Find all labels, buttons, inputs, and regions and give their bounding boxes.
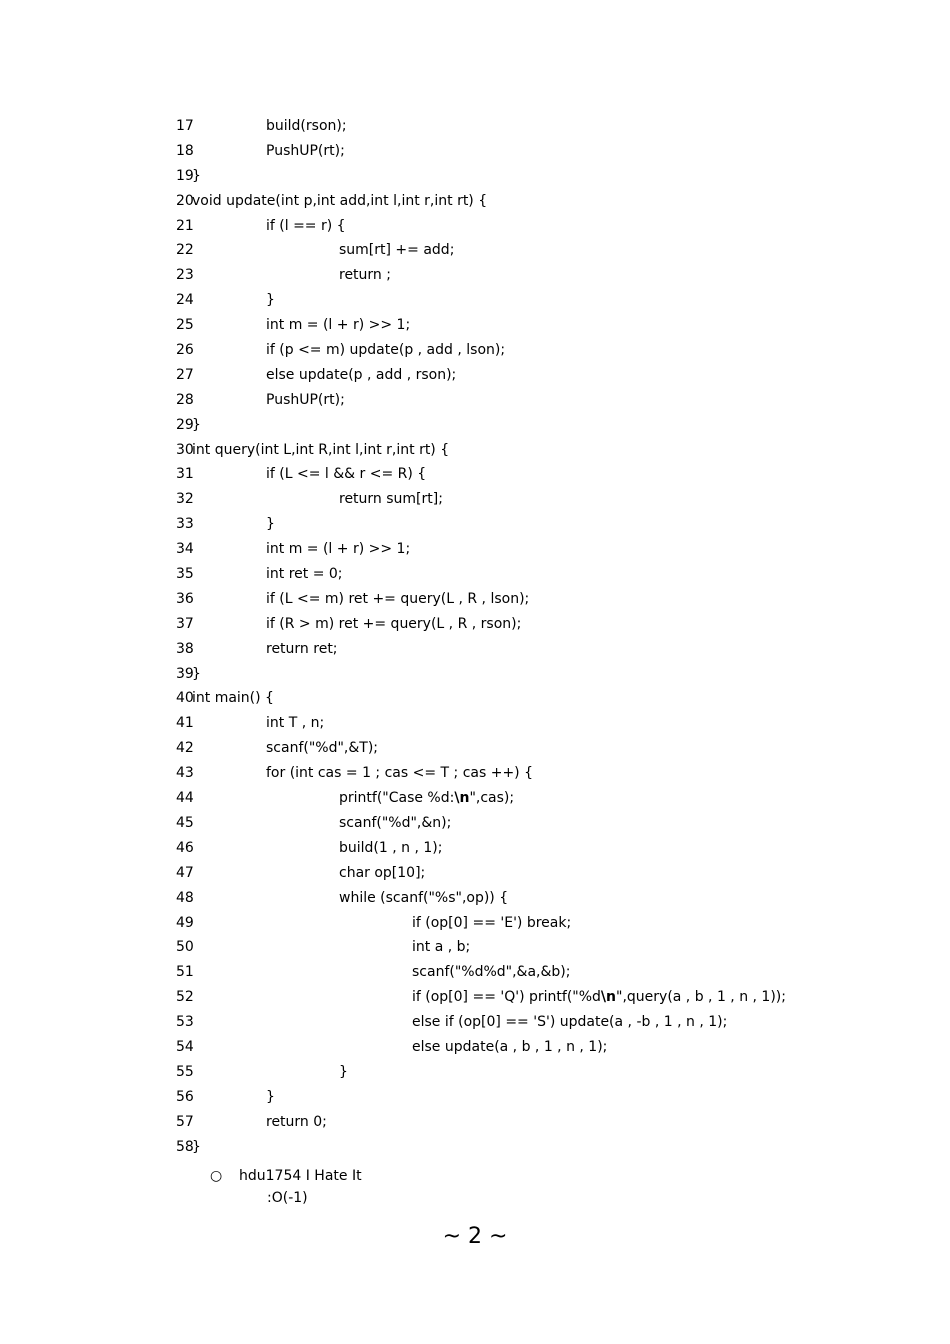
code-text: printf("Case %d:\n",cas); [339, 790, 515, 807]
code-text: } [266, 1088, 275, 1105]
line-number: 52 [176, 989, 194, 1006]
line-number: 34 [176, 541, 194, 558]
code-line [176, 189, 876, 214]
line-number: 53 [176, 1014, 194, 1031]
code-text: int ret = 0; [266, 566, 343, 583]
bullet-item-text: hdu1754 I Hate It [239, 1168, 362, 1184]
code-line [176, 761, 876, 786]
code-line [176, 512, 876, 537]
code-line [176, 836, 876, 861]
code-text: build(1 , n , 1); [339, 839, 443, 856]
code-text: scanf("%d",&n); [339, 814, 452, 831]
code-line [176, 811, 876, 836]
code-line [176, 1110, 876, 1135]
code-text: } [192, 665, 201, 682]
line-number: 31 [176, 466, 194, 483]
code-text: } [339, 1063, 348, 1080]
line-number: 26 [176, 342, 194, 359]
code-line [176, 562, 876, 587]
line-number: 21 [176, 217, 194, 234]
code-line [176, 861, 876, 886]
code-text: if (l == r) { [266, 217, 346, 234]
code-text: while (scanf("%s",op)) { [339, 889, 509, 906]
line-number: 57 [176, 1113, 194, 1130]
line-number: 36 [176, 590, 194, 607]
line-number: 46 [176, 839, 194, 856]
code-line [176, 985, 876, 1010]
code-line [176, 1085, 876, 1110]
line-number: 40 [176, 690, 194, 707]
line-number: 45 [176, 814, 194, 831]
code-line [176, 587, 876, 612]
page-number: ~ 2 ~ [442, 1224, 508, 1249]
code-line [176, 114, 876, 139]
line-number: 41 [176, 715, 194, 732]
code-text: return sum[rt]; [339, 491, 443, 508]
code-text: int m = (l + r) >> 1; [266, 541, 411, 558]
code-text: } [192, 416, 201, 433]
code-line [176, 911, 876, 936]
bullet-item-subtext: :O(-1) [267, 1190, 308, 1206]
code-line [176, 711, 876, 736]
code-line [176, 388, 876, 413]
code-text: } [266, 292, 275, 309]
code-line [176, 960, 876, 985]
code-text: for (int cas = 1 ; cas <= T ; cas ++) { [266, 765, 533, 782]
code-line [176, 662, 876, 687]
code-text: int query(int L,int R,int l,int r,int rt) { [192, 441, 450, 458]
code-text: PushUP(rt); [266, 391, 345, 408]
code-text: return 0; [266, 1113, 327, 1130]
code-text: else update(p , add , rson); [266, 366, 457, 383]
line-number: 29 [176, 416, 194, 433]
code-text: void update(int p,int add,int l,int r,int rt) { [192, 192, 488, 209]
line-number: 58 [176, 1138, 194, 1155]
code-line [176, 338, 876, 363]
code-line [176, 487, 876, 512]
code-text: if (op[0] == 'E') break; [412, 914, 572, 931]
code-text: sum[rt] += add; [339, 242, 455, 259]
code-line [176, 288, 876, 313]
code-line [176, 214, 876, 239]
code-text: int main() { [192, 690, 274, 707]
code-text: build(rson); [266, 118, 347, 134]
line-number: 28 [176, 391, 194, 408]
line-number: 24 [176, 292, 194, 309]
line-number: 33 [176, 516, 194, 533]
code-line [176, 612, 876, 637]
line-number: 17 [176, 118, 194, 134]
line-number: 38 [176, 640, 194, 657]
line-number: 48 [176, 889, 194, 906]
code-text: int a , b; [412, 939, 471, 956]
line-number: 51 [176, 964, 194, 981]
code-line [176, 238, 876, 263]
code-text: } [266, 516, 275, 533]
code-line [176, 886, 876, 911]
line-number: 32 [176, 491, 194, 508]
code-line [176, 935, 876, 960]
code-line [176, 786, 876, 811]
line-number: 18 [176, 142, 194, 159]
code-line [176, 438, 876, 463]
code-line [176, 363, 876, 388]
code-line [176, 1035, 876, 1060]
line-number: 50 [176, 939, 194, 956]
line-number: 25 [176, 317, 194, 334]
code-text: else update(a , b , 1 , n , 1); [412, 1038, 608, 1055]
line-number: 44 [176, 790, 194, 807]
line-number: 19 [176, 167, 194, 184]
code-line [176, 537, 876, 562]
line-number: 43 [176, 765, 194, 782]
line-number: 20 [176, 192, 194, 209]
line-number: 39 [176, 665, 194, 682]
code-line [176, 1060, 876, 1085]
line-number: 49 [176, 914, 194, 931]
code-line [176, 1010, 876, 1035]
code-line [176, 164, 876, 189]
line-number: 47 [176, 864, 194, 881]
code-listing [176, 114, 876, 1159]
code-line [176, 263, 876, 288]
bullet-circle-icon: ○ [210, 1168, 223, 1184]
code-line [176, 139, 876, 164]
line-number: 42 [176, 740, 194, 757]
line-number: 55 [176, 1063, 194, 1080]
line-number: 30 [176, 441, 194, 458]
code-text: if (R > m) ret += query(L , R , rson); [266, 615, 522, 632]
code-line [176, 462, 876, 487]
line-number: 54 [176, 1038, 194, 1055]
code-text: scanf("%d%d",&a,&b); [412, 964, 571, 981]
code-text: if (L <= m) ret += query(L , R , lson); [266, 590, 530, 607]
line-number: 35 [176, 566, 194, 583]
code-text: return ; [339, 267, 391, 284]
code-text: } [192, 167, 201, 184]
code-text: } [192, 1138, 201, 1155]
code-text: int m = (l + r) >> 1; [266, 317, 411, 334]
code-text: char op[10]; [339, 864, 426, 881]
code-line [176, 686, 876, 711]
code-text: PushUP(rt); [266, 142, 345, 159]
code-text: return ret; [266, 640, 338, 657]
code-text: scanf("%d",&T); [266, 740, 378, 757]
code-text: if (op[0] == 'Q') printf("%d\n",query(a , b , 1 , n , 1)); [412, 989, 786, 1006]
code-text: int T , n; [266, 715, 325, 732]
code-text: else if (op[0] == 'S') update(a , -b , 1 , n , 1); [412, 1014, 728, 1031]
code-line [176, 1135, 876, 1160]
code-line [176, 413, 876, 438]
code-line [176, 736, 876, 761]
code-text: if (L <= l && r <= R) { [266, 466, 427, 483]
code-line [176, 313, 876, 338]
line-number: 23 [176, 267, 194, 284]
line-number: 37 [176, 615, 194, 632]
code-line [176, 637, 876, 662]
line-number: 22 [176, 242, 194, 259]
line-number: 56 [176, 1088, 194, 1105]
line-number: 27 [176, 366, 194, 383]
code-text: if (p <= m) update(p , add , lson); [266, 342, 506, 359]
